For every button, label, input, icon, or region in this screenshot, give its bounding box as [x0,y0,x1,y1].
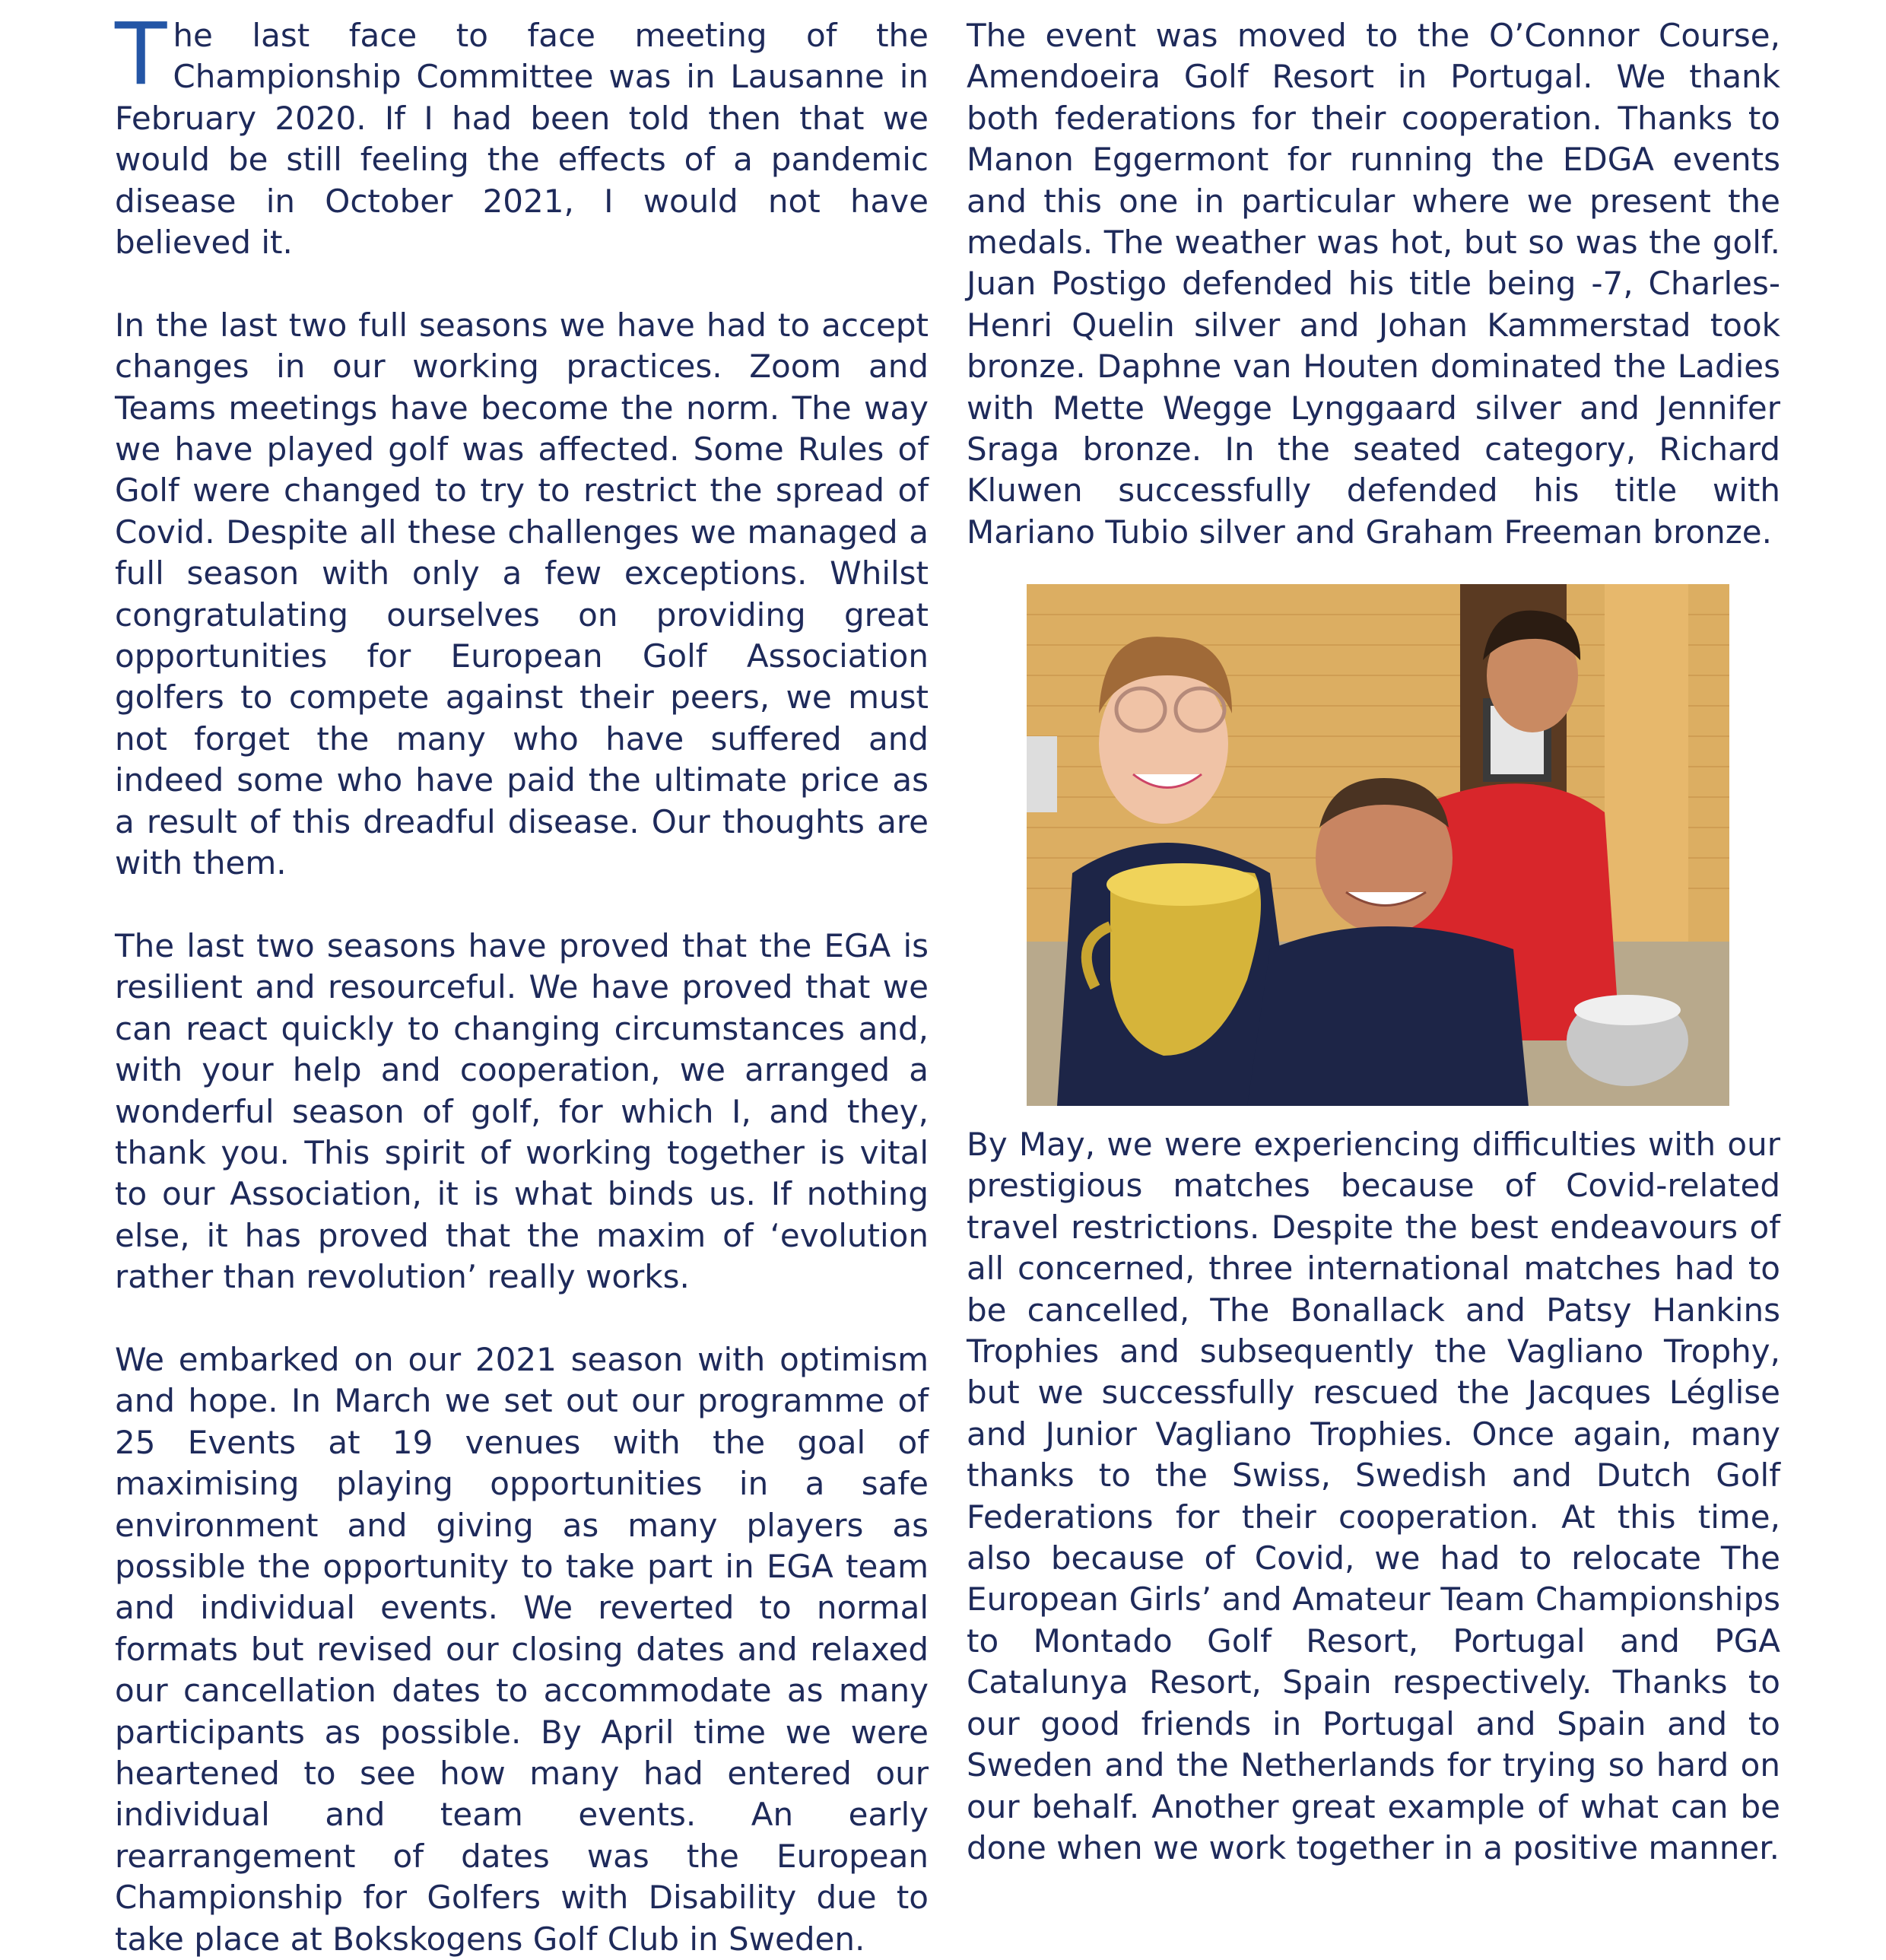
paragraph-edga-event: The event was moved to the O’Connor Course, Amendoeira Golf Resort in Portugal. We thank both federations for their cooperation. Thanks to Manon Eggermont for running the EDGA events and this one in particular where we present the medals. The weather was hot, but so was the golf. Juan Postigo defended his title being -7, Charles-Henri Quelin silver and Johan Kammerstad took bronze. Daphne van Houten dominated the Ladies with Mette Wegge Lynggaard silver and Jennifer Sraga bronze. In the seated category, Richard Kluwen successfully defended his title with Mariano Tubio silver and Graham Freeman bronze. [967,17,1780,551]
drop-cap: T [115,5,167,104]
paragraph-intro-text: he last face to face meeting of the Championship Committee was in Lausanne in February 2020. If I had been told then that we would be still feeling the effects of a pandemic disease in October 2021, I would not have believed it. [115,17,929,262]
paragraph-prestigious-matches: By May, we were experiencing difficulties with our prestigious matches because of Covid-related travel restrictions. Despite the best endeavours of all concerned, three international matches had to be cancelled, The Bonallack and Patsy Hankins Trophies and subsequently the Vagliano Trophy, but we successfully rescued the Jacques Léglise and Junior Vagliano Trophies. Once again, many thanks to the Swiss, Swedish and Dutch Golf Federations for their cooperation. At this time, also because of Covid, we had to relocate The European Girls’ and Amateur Team Championships to Montado Golf Resort, Portugal and PGA Catalunya Resort, Spain respectively. Thanks to our good friends in Portugal and Spain and to Sweden and the Netherlands for trying so hard on our behalf. Another great example of what can be done when we work together in a positive manner. [967,1126,1780,1866]
paragraph-2021-season: We embarked on our 2021 season with optimism and hope. In March we set out our programme of 25 Events at 19 venues with the goal of maximising playing opportunities in a safe environment and giving as many players as possible the opportunity to take part in EGA team and individual events. We reverted to normal formats but revised our closing dates and relaxed our cancellation dates to accommodate as many participants as possible. By April time we were heartened to see how many had entered our individual and team events. An early rearrangement of dates was the European Championship for Golfers with Disability due to take place at Bokskogens Golf Club in Sweden. [115,1340,929,1958]
paragraph-resilience: The last two seasons have proved that the EGA is resilient and resourceful. We have proved that we can react quickly to changing circumstances and, with your help and cooperation, we arranged a wonderful season of golf, for which I, and they, thank you. This spirit of working together is vital to our Association, it is what binds us. If nothing else, it has proved that the maxim of ‘evolution rather than revolution’ really works. [115,926,929,1296]
trophy-winners-photo [1027,584,1729,1106]
photo-illustration [1027,584,1729,1106]
right-column [967,15,1780,553]
left-column [115,5,929,1960]
right-column-lower [967,1124,1780,1869]
paragraph-intro [115,5,929,263]
paragraph-working-practices: In the last two full seasons we have had to accept changes in our working practices. Zoom and Teams meetings have become the norm. The way we have played golf was affected. Some Rules of Golf were changed to try to restrict the spread of Covid. Despite all these challenges we managed a full season with only a few exceptions. Whilst congratulating ourselves on providing great opportunities for European Golf Association golfers to compete against their peers, we must not forget the many who have suffered and indeed some who have paid the ultimate price as a result of this dreadful disease. Our thoughts are with them. [115,306,929,882]
